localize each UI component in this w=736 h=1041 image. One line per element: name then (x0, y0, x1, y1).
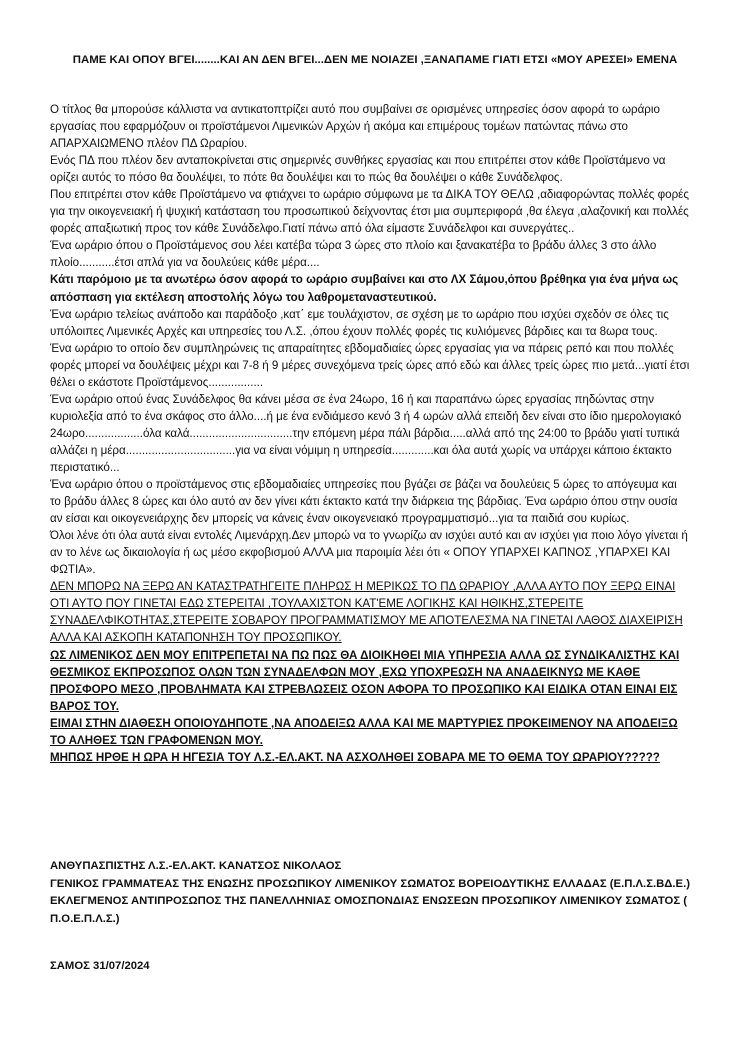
signature-block (50, 858, 690, 928)
paragraph-bold-underlined: ΕΙΜΑΙ ΣΤΗΝ ΔΙΑΘΕΣΗ ΟΠΟΙΟΥΔΗΠΟΤΕ ,ΝΑ ΑΠΟΔΕΙΞΩ ΑΛΛΑ ΚΑΙ ΜΕ ΜΑΡΤΥΡΙΕΣ ΠΡΟΚΕΙΜΕΝΟΥ ΝΑ ΑΠΟΔΕΙΞΩ ΤΟ ΑΛΗΘΕΣ ΤΩΝ ΓΡΑΦΟΜΕΝΩΝ ΜΟΥ. (50, 716, 678, 747)
document-body (50, 101, 690, 766)
paragraph-bold: Κάτι παρόμοιο με τα ανωτέρω όσον αφορά το ωράριο συμβαίνει και στο ΛΧ Σάμου,όπου βρέθηκα για ένα μήνα ως απόσπαση για εκτέλεση αποστολής λόγω του λαθρομεταναστευτικού. (50, 273, 679, 304)
paragraph: Ένα ωράριο τελείως ανάποδο και παράδοξο ,κατ΄ εμε τουλάχιστον, σε σχέση με το ωράριο που ισχύει σχεδόν σε όλες τις υπόλοιπες Λιμενικές Αρχές και υπηρεσίες του Λ.Σ. ,όπου έχουν πολλές φορές τις κυλιόμενες βάρδιες και τα 8ωρα τους. (50, 307, 669, 338)
signature-name: ΑΝΘΥΠΑΣΠΙΣΤΗΣ Λ.Σ.-ΕΛ.ΑΚΤ. ΚΑΝΑΤΣΟΣ ΝΙΚΟΛΑΟΣ (50, 860, 342, 872)
document-date: ΣΑΜΟΣ 31/07/2024 (50, 960, 150, 972)
paragraph: Ο τίτλος θα μπορούσε κάλλιστα να αντικατοπτρίζει αυτό που συμβαίνει σε ορισμένες υπηρεσίες όσον αφορά το ωράριο εργασίας που εφαρμόζουν οι προϊστάμενοι Λιμενικών Αρχών ή ακόμα και επιμέρους τομέων πατώντας πάνω στο ΑΠΑΡΧΑΙΩΜΕΝΟ πλέον ΠΔ Ωραρίου. (50, 103, 660, 151)
signature-role: ΓΕΝΙΚΟΣ ΓΡΑΜΜΑΤΕΑΣ ΤΗΣ ΕΝΩΣΗΣ ΠΡΟΣΩΠΙΚΟΥ ΛΙΜΕΝΙΚΟΥ ΣΩΜΑΤΟΣ ΒΟΡΕΙΟΔΥΤΙΚΗΣ ΕΛΛΑΔΑΣ (Ε.Π.Λ.Σ.ΒΔ.Ε.) (50, 877, 690, 890)
paragraph: Ένα ωράριο το οποίο δεν συμπληρώνεις τις απαραίτητες εβδομαδιαίες ώρες εργασίας για να πάρεις ρεπό και που πολλές φορές μπορεί να δουλέψεις μέχρι και 7-8 ή 9 μέρες συνεχόμενα τρείς ώρες από εδώ και άλλες τρείς ώρες πιο μετά...γιατί έτσι θέλει ο εκάστοτε Προϊστάμενος................. (50, 341, 690, 389)
paragraph: Ένα ωράριο όπου ο Προϊστάμενος σου λέει κατέβα τώρα 3 ώρες στο πλοίο και ξανακατέβα το βράδυ άλλες 3 στο άλλο πλοίο...........έτσι απλά για να δουλεύεις κάθε μέρα.... (50, 239, 657, 270)
paragraph-underlined: ΔΕΝ ΜΠΟΡΩ ΝΑ ΞΕΡΩ ΑΝ ΚΑΤΑΣΤΡΑΤΗΓΕΙΤΕ ΠΛΗΡΩΣ Η ΜΕΡΙΚΩΣ ΤΟ ΠΔ ΩΡΑΡΙΟΥ ,ΑΛΛΑ ΑΥΤΟ ΠΟΥ ΞΕΡΩ ΕΙΝΑΙ ΟΤΙ ΑΥΤΟ ΠΟΥ ΓΙΝΕΤΑΙ ΕΔΩ ΣΤΕΡΕΙΤΑΙ ,ΤΟΥΛΑΧΙΣΤΟΝ ΚΑΤ'ΕΜΕ ΛΟΓΙΚΗΣ ΚΑΙ ΗΘΙΚΗΣ,ΣΤΕΡΕΙΤΕ ΣΥΝΑΔΕΛΦΙΚΟΤΗΤΑΣ,ΣΤΕΡΕΙΤΕ ΣΟΒΑΡΟΥ ΠΡΟΓΡΑΜΜΑΤΙΣΜΟΥ ΜΕ ΑΠΟΤΕΛΕΣΜΑ ΝΑ ΓΙΝΕΤΑΙ ΛΑΘΟΣ ΔΙΑΧΕΙΡΙΣΗ ΑΛΛΑ ΚΑΙ ΑΣΚΟΠΗ ΚΑΤΑΠΟΝΗΣΗ ΤΟΥ ΠΡΟΣΩΠΙΚΟΥ. (50, 580, 683, 645)
paragraph: Ένα ωράριο οπού ένας Συνάδελφος θα κάνει μέσα σε ένα 24ωρο, 16 ή και παραπάνω ώρες εργασίας πηδώντας στην κυριολεξία από το ένα σκάφος στο άλλο....ή με ένα ενδιάμεσο κενό 3 ή 4 ωρών αλλά επειδή δεν είναι στο ίδιο ημερολογιακό 24ωρο..................όλα καλά................................την επόμενη μέρα πάλι βάρδια.....αλλά από της 24:00 το βράδυ γιατί τυπικά αλλάζει η μέρα..................................για να είναι νόμιμη η υπηρεσία.............και όλα αυτά χωρίς να υπάρχει κάποιο έκτακτο περιστατικό... (50, 392, 682, 474)
signature-role: ΕΚΛΕΓΜΕΝΟΣ ΑΝΤΙΠΡΟΣΩΠΟΣ ΤΗΣ ΠΑΝΕΛΛΗΝΙΑΣ ΟΜΟΣΠΟΝΔΙΑΣ ΕΝΩΣΕΩΝ ΠΡΟΣΩΠΙΚΟΥ ΛΙΜΕΝΙΚΟΥ ΣΩΜΑΤΟΣ ( Π.Ο.Ε.Π.Λ.Σ.) (50, 895, 687, 925)
paragraph-bold-underlined: ΜΗΠΩΣ ΗΡΘΕ Η ΩΡΑ Η ΗΓΕΣΙΑ ΤΟΥ Λ.Σ.-ΕΛ.ΑΚΤ. ΝΑ ΑΣΧΟΛΗΘΕΙ ΣΟΒΑΡΑ ΜΕ ΤΟ ΘΕΜΑ ΤΟΥ ΩΡΑΡΙΟΥ????? (50, 750, 660, 764)
document-title: ΠΑΜΕ ΚΑΙ ΟΠΟΥ ΒΓΕΙ........ΚΑΙ ΑΝ ΔΕΝ ΒΓΕΙ...ΔΕΝ ΜΕ ΝΟΙΑΖΕΙ ,ΞΑΝΑΠΑΜΕ ΓΙΑΤΙ ΕΤΣΙ «ΜΟΥ ΑΡΕΣΕΙ» ΕΜΕΝΑ (72, 54, 678, 66)
paragraph: Ένα ωράριο όπου ο προϊστάμενος στις εβδομαδιαίες υπηρεσίες που βγάζει σε βάζει να δουλεύεις 5 ώρες το απόγευμα και το βράδυ άλλες 8 ώρες και όλο αυτό αν δεν γίνει κάτι έκτακτο κατά την διάρκεια της βάρδιας. Ένα ωράριο όπου στην ουσία αν είσαι και οικογενειάρχης δεν μπορείς να κάνεις έναν οικογενειακό προγραμματισμό...για τα παιδιά σου κυρίως. (50, 478, 678, 526)
paragraph: Ενός ΠΔ που πλέον δεν ανταποκρίνεται στις σημερινές συνθήκες εργασίας και που επιτρέπει στον κάθε Προϊστάμενο να ορίζει αυτός το πόσο θα δουλέψει, το πότε θα δουλέψει και το πώς θα δουλέψει ο κάθε Συνάδελφος. (50, 154, 666, 185)
paragraph: Όλοι λένε ότι όλα αυτά είναι εντολές Λιμενάρχη.Δεν μπορώ να το γνωρίζω αν ισχύει αυτό και αν ισχύει για ποιο λόγο γίνεται ή αν το λένε ως δικαιολογία ή ως μέσο εκφοβισμού ΑΛΛΑ μια παροιμία λέει ότι « ΟΠΟΥ ΥΠΑΡΧΕΙ ΚΑΠΝΟΣ ,ΥΠΑΡΧΕΙ ΚΑΙ ΦΩΤΙΑ». (50, 529, 688, 577)
paragraph-bold-underlined: ΩΣ ΛΙΜΕΝΙΚΟΣ ΔΕΝ ΜΟΥ ΕΠΙΤΡΕΠΕΤΑΙ ΝΑ ΠΩ ΠΩΣ ΘΑ ΔΙΟΙΚΗΘΕΙ ΜΙΑ ΥΠΗΡΕΣΙΑ ΑΛΛΑ ΩΣ ΣΥΝΔΙΚΑΛΙΣΤΗΣ ΚΑΙ ΘΕΣΜΙΚΟΣ ΕΚΠΡΟΣΩΠΟΣ ΟΛΩΝ ΤΩΝ ΣΥΝΑΔΕΛΦΩΝ ΜΟΥ ,ΕΧΩ ΥΠΟΧΡΕΩΣΗ ΝΑ ΑΝΑΔΕΙΚΝΥΩ ΜΕ ΚΑΘΕ ΠΡΟΣΦΟΡΟ ΜΕΣΟ ,ΠΡΟΒΛΗΜΑΤΑ ΚΑΙ ΣΤΡΕΒΛΩΣΕΙΣ ΟΣΟΝ ΑΦΟΡΑ ΤΟ ΠΡΟΣΩΠΙΚΟ ΚΑΙ ΕΙΔΙΚΑ ΟΤΑΝ ΕΙΝΑΙ ΕΙΣ ΒΑΡΟΣ ΤΟΥ. (50, 648, 680, 713)
paragraph: Που επιτρέπει στον κάθε Προϊστάμενο να φτιάχνει το ωράριο σύμφωνα με τα ΔΙΚΑ ΤΟΥ ΘΕΛΩ ,αδιαφορώντας πολλές φορές για την οικογενειακή ή ψυχική κατάσταση του προσωπικού δείχνοντας έτσι μια συμπεριφορά ,θα έλεγα ,αλαζονική και πολλές φορές απαξιωτική προς τον κάθε Συνάδελφο.Γιατί πάνω από όλα είμαστε Συνάδελφοι και συνεργάτες.. (50, 188, 689, 236)
